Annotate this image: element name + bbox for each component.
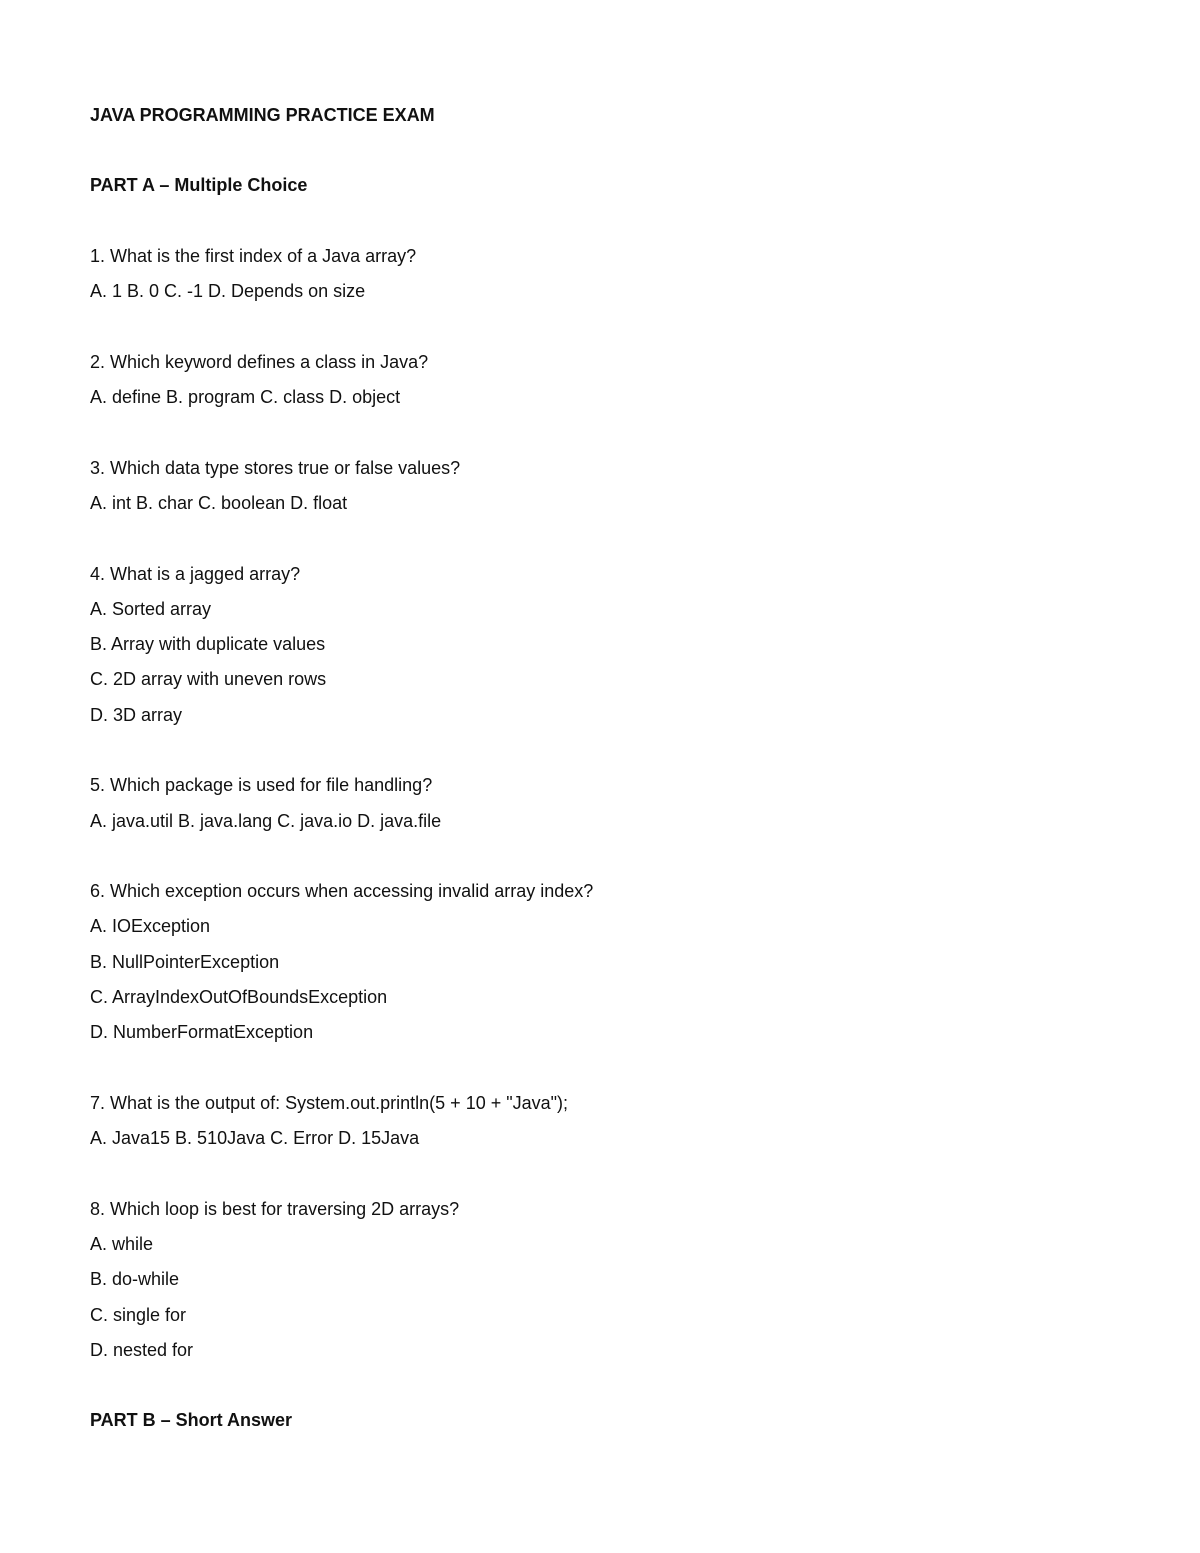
question-8-option-c: C. single for [90,1305,187,1325]
question-3-text: 3. Which data type stores true or false values? [90,458,461,478]
question-8-text: 8. Which loop is best for traversing 2D arrays? [90,1199,460,1219]
question-2-options: A. define B. program C. class D. object [90,387,401,407]
question-8-option-b: B. do-while [90,1269,180,1289]
question-1-text: 1. What is the first index of a Java array? [90,246,417,266]
question-8-option-a: A. while [90,1234,154,1254]
question-4-option-b: B. Array with duplicate values [90,634,326,654]
question-4-option-d: D. 3D array [90,705,183,725]
question-3-options: A. int B. char C. boolean D. float [90,493,348,513]
question-1-options: A. 1 B. 0 C. -1 D. Depends on size [90,281,366,301]
part-a-heading: PART A – Multiple Choice [90,175,308,195]
question-8-option-d: D. nested for [90,1340,194,1360]
question-4-option-c: C. 2D array with uneven rows [90,669,327,689]
question-2-text: 2. Which keyword defines a class in Java? [90,352,429,372]
question-6-option-b: B. NullPointerException [90,952,280,972]
question-4-text: 4. What is a jagged array? [90,564,301,584]
question-4-option-a: A. Sorted array [90,599,212,619]
question-7-text: 7. What is the output of: System.out.println(5 + 10 + "Java"); [90,1093,569,1113]
question-5-text: 5. Which package is used for file handling? [90,775,433,795]
exam-title: JAVA PROGRAMMING PRACTICE EXAM [90,105,435,125]
question-6-option-d: D. NumberFormatException [90,1022,314,1042]
part-b-heading: PART B – Short Answer [90,1410,293,1430]
question-6-option-a: A. IOException [90,916,211,936]
question-5-options: A. java.util B. java.lang C. java.io D. java.file [90,811,442,831]
question-6-text: 6. Which exception occurs when accessing invalid array index? [90,881,594,901]
question-6-option-c: C. ArrayIndexOutOfBoundsException [90,987,388,1007]
question-7-options: A. Java15 B. 510Java C. Error D. 15Java [90,1128,420,1148]
